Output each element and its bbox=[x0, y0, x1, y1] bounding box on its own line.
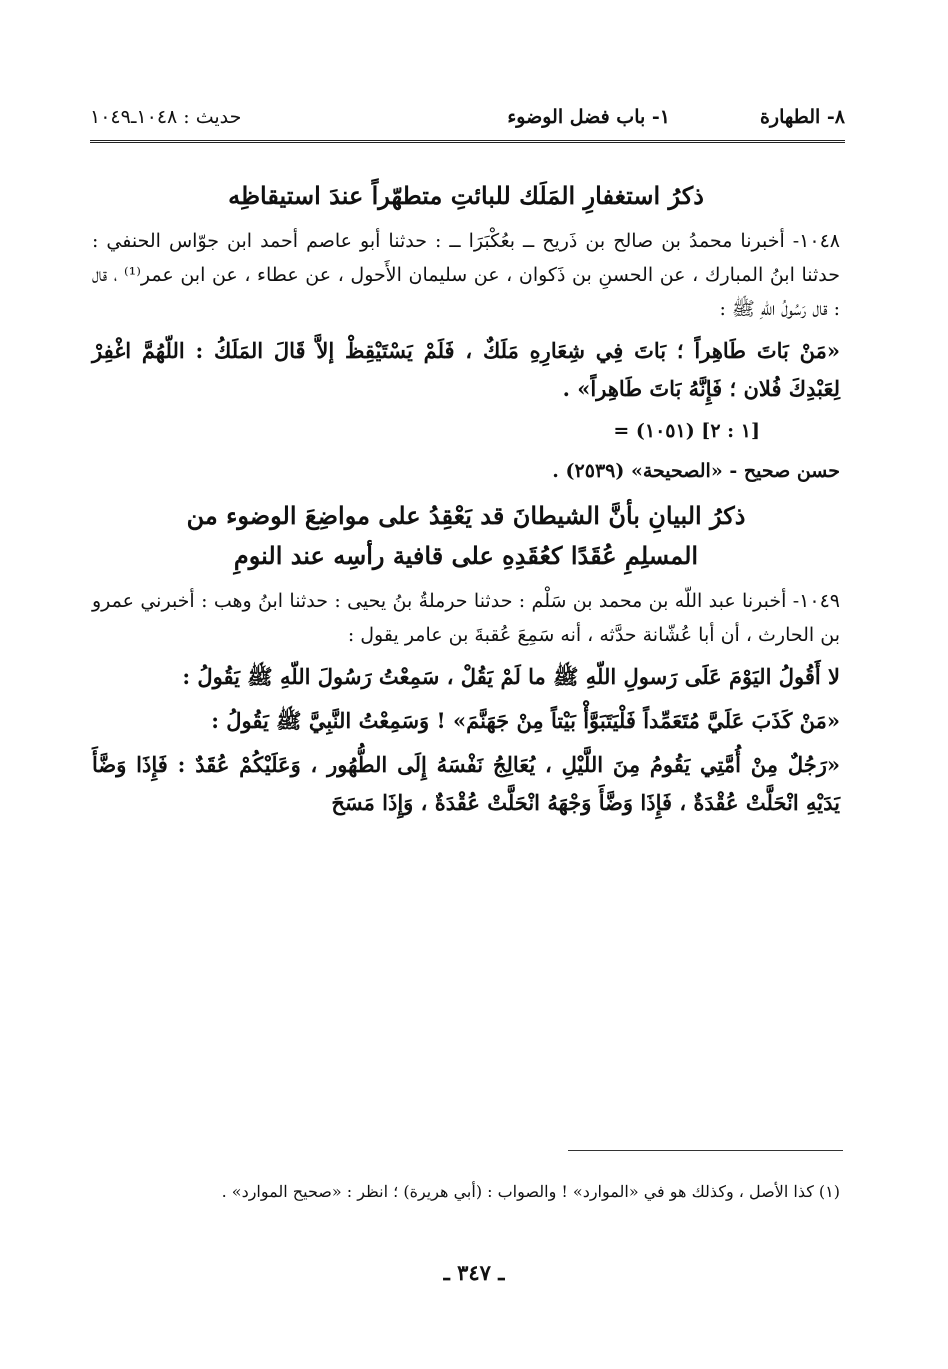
footnote-divider bbox=[568, 1150, 843, 1151]
hadith-1049-matn-2: «مَنْ كَذَبَ عَلَيَّ مُتَعَمِّداً فَلْيَتَبَوَّأْ بَيْتاً مِنْ جَهَنَّمَ» ! وَسَمِعْتُ النَّبِيَّ ﷺ يَقُولُ : bbox=[211, 708, 840, 733]
hadith-1048-isnad: ١٠٤٨- أخبرنا محمدُ بن صالح بن ذَريح ــ بعُكْبَرَا ــ : حدثنا أبو عاصم أحمد ابن جوّاس الحنفي : حدثنا ابنُ المبارك ، عن الحسنِ بن ذَكوان ، عن سليمان الأَحول ، عن عطاء ، عن ابن عمر⁽¹⁾ ، قال : قال رَسُولُ اللّهِ ﷺ : bbox=[92, 230, 840, 320]
section-title: ١- باب فضل الوضوء bbox=[507, 106, 670, 128]
hadith-1048-matn: «مَنْ بَاتَ طَاهِراً ؛ بَاتَ فِي شِعَارِهِ مَلَكٌ ، فَلَمْ يَسْتَيْقِظْ إلاَّ قَالَ المَلَكُ : اللّهُمَّ اغْفِرْ لِعَبْدِكَ فُلان ؛ فَإِنَّهُ بَاتَ طَاهِراً» . bbox=[92, 338, 840, 401]
section-heading-1: ذكرُ استغفارِ المَلَك للبائتِ متطهّراً عندَ استيقاظِه bbox=[228, 181, 704, 210]
hadith-1049-matn-3: «رَجُلٌ مِنْ أُمَّتِي يَقُومُ مِنَ اللَّيْلِ ، يُعَالِجُ نَفْسَهُ إِلَى الطُّهُور ، وَعَلَيْكُمْ عُقَدٌ : فَإِذَا وَضَّأَ يَدَيْهِ انْحَلَّتْ عُقْدَةٌ ، فَإِذَا وَضَّأَ وَجْهَهُ انْحَلَّتْ عُقْدَةٌ ، وَإِذَا مَسَحَ bbox=[92, 752, 840, 815]
running-header bbox=[90, 98, 845, 138]
header-divider bbox=[90, 140, 845, 143]
page-body bbox=[92, 176, 840, 828]
section-heading-2-line2: المسلِمِ عُقَدًا كعُقَدِهِ على قافية رأسِه عند النومِ bbox=[233, 541, 699, 570]
section-heading-2 bbox=[92, 496, 840, 576]
hadith-1049-matn-1: لا أَقُولُ اليَوْمَ عَلَى رَسولِ اللّهِ ﷺ ما لَمْ يَقُلْ ، سَمِعْتُ رَسُولَ اللّهِ ﷺ يَقُولُ : bbox=[182, 664, 840, 689]
page-number: ـ ٣٤٧ ـ bbox=[443, 1260, 505, 1285]
hadith-range: حديث : ١٠٤٨ـ١٠٤٩ bbox=[90, 106, 242, 128]
hadith-1048-reference: = (١٠٥١) [١ : ٢] bbox=[613, 420, 760, 442]
section-heading-2-line1: ذكرُ البيانِ بأنَّ الشيطانَ قد يَعْقِدُ على مواضِعَ الوضوء من bbox=[186, 501, 746, 530]
chapter-title: ٨- الطهارة bbox=[759, 106, 845, 128]
hadith-1049-isnad: ١٠٤٩- أخبرنا عبد اللّه بن محمد بن سَلْم : حدثنا حرملةُ بنُ يحيى : حدثنا ابنُ وهب : أخبرني عمرو بن الحارث ، أن أبا عُشّانة حدَّثه ، أنه سَمِعَ عُقبةَ بن عامر يقول : bbox=[92, 590, 840, 646]
footnote: (١) كذا الأصل ، وكذلك هو في «الموارد» ! والصواب : (أبي هريرة) ؛ انظر : «صحيح الموارد» . bbox=[221, 1182, 840, 1201]
hadith-1048-grade: حسن صحيح - «الصحيحة» (٢٥٣٩) . bbox=[552, 460, 840, 482]
